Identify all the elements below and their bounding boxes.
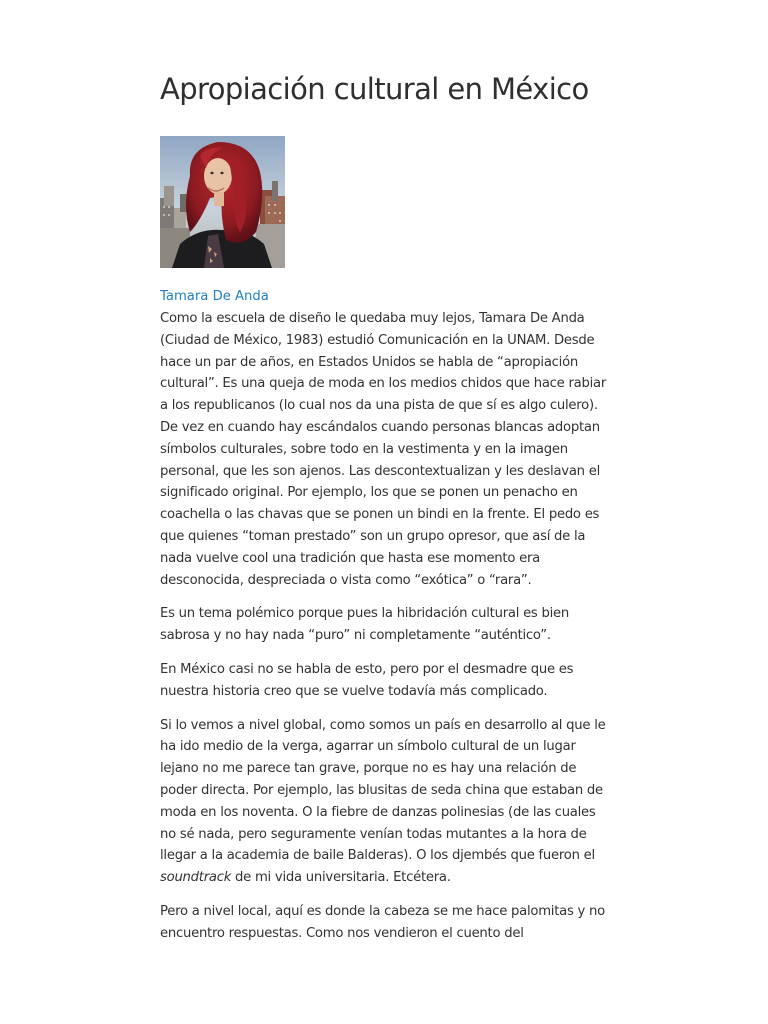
- paragraph-text: Si lo vemos a nivel global, como somos un país en desarrollo al que le ha ido medio de la verga, agarrar un símbolo cultural de un lugar lejano no me parece tan grave, porque no es hay una relación de poder directa. Por ejemplo, las blusitas de seda china que estaban de moda en los noventa. O la fiebre de danzas polinesias (de las cuales no sé nada, pero seguramente venían todas mutantes a la hora de llegar a la academia de baile Balderas). O los djembés que fueron el: [160, 717, 606, 864]
- article-paragraph: Pero a nivel local, aquí es donde la cabeza se me hace palomitas y no encuentro respuestas. Como nos vendieron el cuento del: [160, 903, 605, 941]
- author-link[interactable]: Tamara De Anda: [160, 289, 269, 304]
- article-paragraph: Es un tema polémico porque pues la hibridación cultural es bien sabrosa y no hay nada “puro” ni completamente “auténtico”.: [160, 606, 570, 644]
- article-paragraph: En México casi no se habla de esto, pero por el desmadre que es nuestra historia creo que se vuelve todavía más complicado.: [160, 661, 574, 699]
- emphasis-text: soundtrack: [160, 870, 232, 886]
- article-paragraph: Como la escuela de diseño le quedaba muy lejos, Tamara De Anda (Ciudad de México, 1983) estudió Comunicación en la UNAM. Desde hace un par de años, en Estados Unidos se habla de “apropiación cultural”. Es una queja de moda en los medios chidos que hace rabiar a los republicanos (lo cual nos da una pista de que sí es algo culero). De vez en cuando hay escándalos cuando personas blancas adoptan símbolos culturales, sobre todo en la vestimenta y en la imagen personal, que les son ajenos. Las descontextualizan y les deslavan el significado original. Por ejemplo, los que se ponen un penacho en coachella o las chavas que se ponen un bindi en la frente. El pedo es que quienes “toman prestado” son un grupo opresor, que así de la nada vuelve cool una tradición que hasta ese momento era desconocida, despreciada o vista como “exótica” o “rara”.: [160, 311, 607, 588]
- paragraph-text: de mi vida universitaria. Etcétera.: [231, 870, 451, 886]
- author-photo: [160, 136, 285, 268]
- article-paragraph: [160, 715, 612, 889]
- article: [160, 70, 612, 957]
- article-title: Apropiación cultural en México: [160, 72, 589, 106]
